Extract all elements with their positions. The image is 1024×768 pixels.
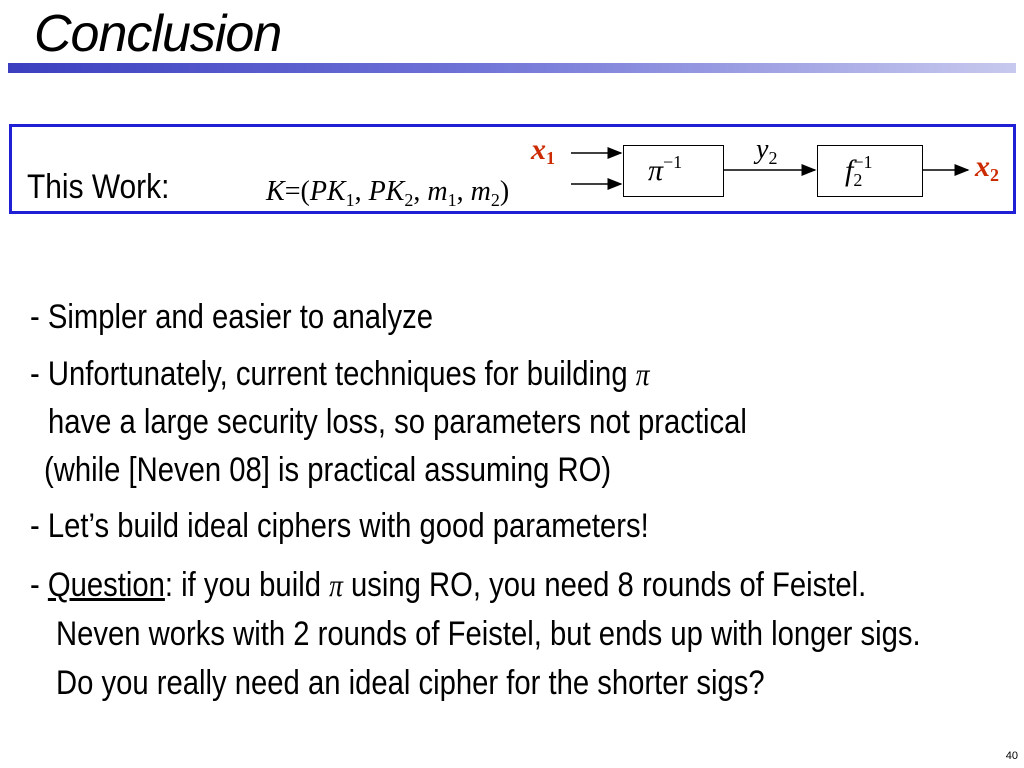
key-comma2: ,: [413, 176, 428, 207]
bullet-question-line3: Do you really need an ideal cipher for the shorter sigs?: [56, 664, 765, 702]
bullet-lets-build: - Let’s build ideal ciphers with good parameters!: [30, 507, 649, 545]
bullet-question-mid: : if you build: [164, 566, 330, 604]
f-symbol: f: [845, 154, 854, 187]
key-comma1: ,: [354, 176, 369, 207]
key-pk2-sub: 2: [404, 190, 414, 210]
output-x2-name: x: [975, 150, 990, 183]
key-close: ): [499, 176, 510, 207]
f-inverse-sup: −1: [853, 152, 873, 172]
key-pk1-sub: 1: [345, 190, 355, 210]
bullet-unfortunately-text: - Unfortunately, current techniques for building: [30, 355, 636, 393]
bullet-unfortunately-line3: (while [Neven 08] is practical assuming RO): [44, 451, 612, 489]
pi-symbol: π: [648, 154, 664, 187]
key-comma3: ,: [456, 176, 471, 207]
question-word: Question: [47, 566, 165, 604]
bullet-question-rest: using RO, you need 8 rounds of Feistel.: [342, 566, 867, 604]
bullet-question-dash: -: [30, 566, 48, 604]
y2-name: y: [756, 134, 769, 165]
key-m2: m: [470, 176, 491, 207]
key-eq: =(: [284, 176, 310, 207]
output-x2-sub: 2: [990, 165, 999, 185]
pi-inverse-sup: −1: [663, 152, 683, 172]
page-number: 40: [1005, 750, 1018, 762]
key-m1: m: [427, 176, 448, 207]
key-pk1: PK: [309, 176, 346, 207]
key-pk2: PK: [368, 176, 405, 207]
input-x1-name: x: [531, 133, 546, 166]
y2-sub: 2: [768, 148, 778, 168]
bullet-question: [30, 566, 866, 605]
bullet-unfortunately-line2: have a large security loss, so parameters not practical: [48, 403, 747, 441]
bullet-question-line2: Neven works with 2 rounds of Feistel, but ends up with longer sigs.: [56, 615, 921, 653]
f-inverse-sub: 2: [853, 170, 863, 190]
pi-inline-1: π: [635, 356, 650, 392]
this-work-label: This Work:: [27, 168, 170, 206]
bullet-simpler: - Simpler and easier to analyze: [30, 298, 434, 336]
key-m2-sub: 2: [490, 190, 500, 210]
pi-inline-2: π: [329, 567, 343, 603]
bullet-unfortunately: [30, 355, 649, 394]
key-m1-sub: 1: [447, 190, 457, 210]
slide-title: Conclusion: [34, 5, 282, 63]
input-x1-sub: 1: [546, 148, 555, 168]
key-k: K: [266, 176, 285, 207]
